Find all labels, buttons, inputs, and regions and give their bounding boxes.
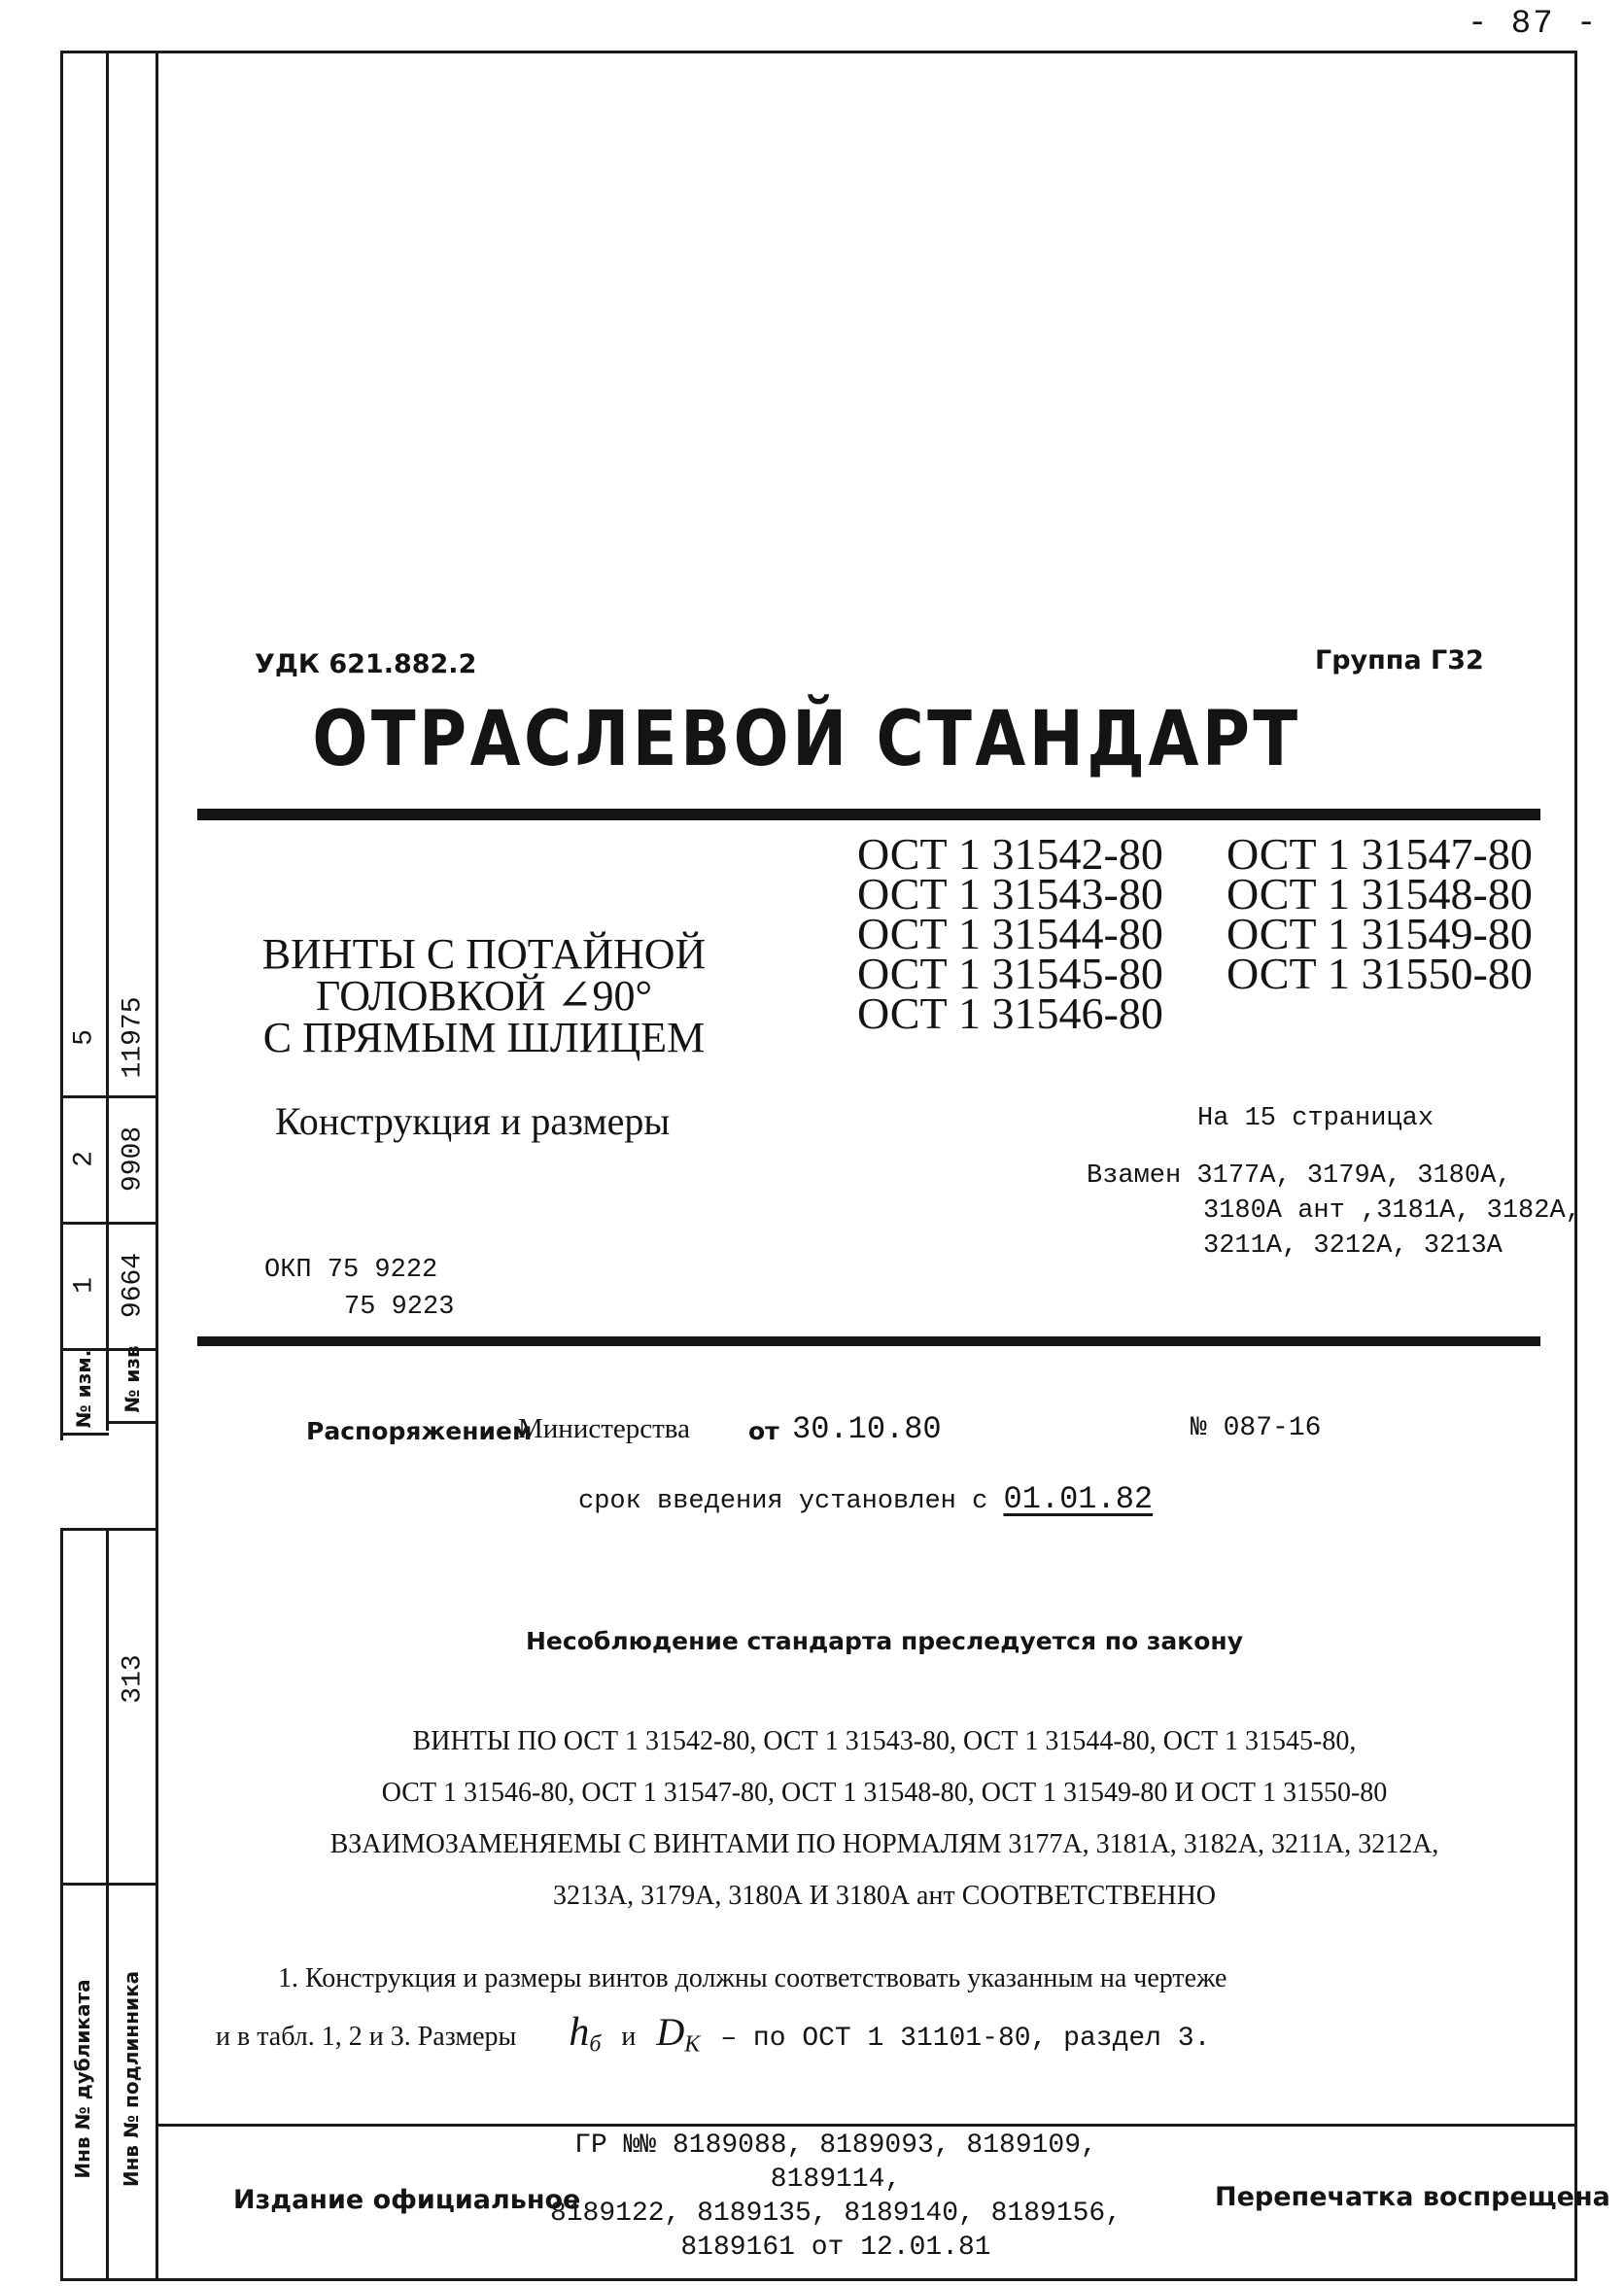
introduction-date: 01.01.82 <box>1003 1481 1154 1517</box>
notice-number-11975: 11975 <box>118 996 149 1079</box>
duplicate-inventory-label: Инв № дубликата <box>71 1979 94 2179</box>
replaced-line: 3211А, 3212А, 3213А <box>1203 1231 1503 1261</box>
standard-number: ОСТ 1 31542-80 <box>857 829 1163 879</box>
statement-line: 3213А, 3179А, 3180А И 3180А ант СООТВЕТСТВЕННО <box>552 1881 1217 1911</box>
clause-text: и <box>621 2022 637 2052</box>
standard-number: ОСТ 1 31545-80 <box>857 949 1163 998</box>
change-number-column-label: № изм. <box>72 1349 95 1429</box>
title-rule <box>197 809 1540 820</box>
statement-line: ВЗАИМОЗАМЕНЯЕМЫ С ВИНТАМИ ПО НОРМАЛЯМ 3177А, 3181А, 3182А, 3211А, 3212А, <box>329 1829 1439 1859</box>
registration-line: 8189122, 8189135, 8189140, 8189156, <box>549 2199 1123 2229</box>
subject-line: ВИНТЫ С ПОТАЙНОЙ <box>261 930 707 978</box>
official-edition: Издание официальное <box>233 2185 581 2215</box>
registration-line: ГР №№ 8189088, 8189093, 8189109, 8189114, <box>574 2130 1097 2195</box>
left-service-strip <box>60 51 158 2281</box>
subject-line: С ПРЯМЫМ ШЛИЦЕМ <box>262 1014 706 1061</box>
standard-number: ОСТ 1 31548-80 <box>1227 869 1533 918</box>
statement-line: ОСТ 1 31546-80, ОСТ 1 31547-80, ОСТ 1 31548-80, ОСТ 1 31549-80 И ОСТ 1 31550-80 <box>381 1778 1388 1808</box>
registration-numbers <box>525 2129 1147 2265</box>
change-number-1: 1 <box>69 1277 100 1294</box>
standard-subject <box>241 930 727 1061</box>
notice-number-9664: 9664 <box>118 1252 149 1319</box>
okp-line: 75 9223 <box>344 1293 455 1322</box>
introduction-text: срок введения установлен с <box>578 1487 988 1516</box>
standard-number: ОСТ 1 31550-80 <box>1227 949 1533 998</box>
standard-subtitle: Конструкция и размеры <box>275 1099 671 1143</box>
reprint-prohibited: Перепечатка воспрещена <box>1215 2182 1610 2212</box>
standards-right-column <box>1227 829 1533 998</box>
group-code: Группа Г32 <box>1315 645 1484 675</box>
page-number: - 87 - <box>1468 6 1599 43</box>
original-inventory-label: Инв № подлинника <box>120 1970 143 2188</box>
change-number-5: 5 <box>69 1029 100 1046</box>
page-count: На 15 страницах <box>1197 1104 1434 1133</box>
standard-number: ОСТ 1 31547-80 <box>1227 829 1533 879</box>
document-title: ОТРАСЛЕВОЙ СТАНДАРТ <box>312 696 1301 783</box>
introduction-date-line <box>578 1481 1153 1517</box>
standard-number: ОСТ 1 31544-80 <box>857 909 1163 958</box>
standard-number: ОСТ 1 31543-80 <box>857 869 1163 918</box>
decree-number: № 087-16 <box>1191 1413 1322 1443</box>
notice-number-9908: 9908 <box>118 1126 149 1193</box>
replaced-standards <box>1087 1159 1581 1264</box>
symbol-h-subscript: б <box>589 2031 602 2058</box>
header-bottom-rule <box>197 1336 1540 1346</box>
clause-line <box>216 2010 1211 2058</box>
symbol-d-subscript: K <box>684 2031 701 2058</box>
decree-ministry: Министерства <box>518 1413 690 1444</box>
replaced-line: Взамен 3177А, 3179А, 3180А, <box>1087 1161 1512 1191</box>
decree-label: Распоряжением <box>306 1417 533 1445</box>
symbol-h: h <box>569 2010 590 2055</box>
change-number-2: 2 <box>69 1151 100 1167</box>
clause-1 <box>216 1952 1538 2072</box>
subject-line: ГОЛОВКОЙ ∠90° <box>315 972 653 1020</box>
footer-rule <box>155 2124 1577 2127</box>
penalty-notice: Несоблюдение стандарта преследуется по закону <box>526 1627 1243 1655</box>
original-inventory-number: 313 <box>118 1654 149 1704</box>
registration-line: 8189161 от 12.01.81 <box>680 2233 991 2263</box>
replaced-line: 3180А ант ,3181А, 3182А, <box>1203 1196 1581 1226</box>
okp-line: ОКП 75 9222 <box>264 1256 438 1285</box>
clause-text: – по ОСТ 1 31101-80, раздел 3. <box>720 2024 1211 2054</box>
standard-number: ОСТ 1 31546-80 <box>857 988 1163 1038</box>
statement-line: ВИНТЫ ПО ОСТ 1 31542-80, ОСТ 1 31543-80, ОСТ 1 31544-80, ОСТ 1 31545-80, <box>412 1726 1357 1756</box>
standards-left-column <box>857 829 1163 1038</box>
clause-line: 1. Конструкция и размеры винтов должны соответствовать указанным на чертеже <box>278 1963 1227 1993</box>
symbol-d: D <box>656 2010 685 2054</box>
notice-number-column-label: № изв <box>121 1345 144 1413</box>
okp-codes <box>264 1252 454 1326</box>
decree-date: 30.10.80 <box>792 1411 942 1447</box>
interchangeability-statement <box>194 1715 1574 1922</box>
decree-from: от <box>748 1417 779 1445</box>
clause-text: и в табл. 1, 2 и 3. Размеры <box>216 2022 517 2052</box>
udk-code: УДК 621.882.2 <box>255 649 477 679</box>
standard-number: ОСТ 1 31549-80 <box>1227 909 1533 958</box>
